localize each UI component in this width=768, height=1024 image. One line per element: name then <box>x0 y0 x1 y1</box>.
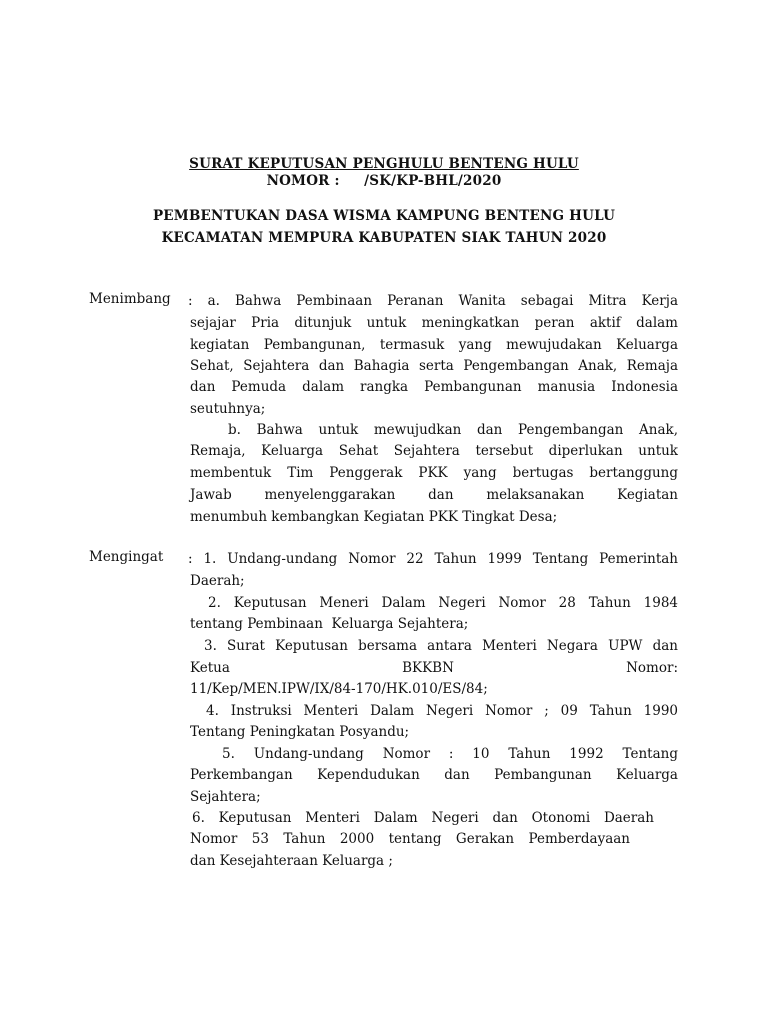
menimbang-line: kegiatan Pembangunan, termasuk yang mewujudakan Keluarga <box>190 337 678 353</box>
menimbang-line: Jawab menyelenggarakan dan melaksanakan Kegiatan <box>190 487 678 503</box>
mengingat-line: Daerah; <box>190 573 245 589</box>
menimbang-line: menumbuh kembangkan Kegiatan PKK Tingkat Desa; <box>190 509 558 525</box>
menimbang-line: : a. Bahwa Pembinaan Peranan Wanita sebagai Mitra Kerja <box>188 293 678 309</box>
subject-line-1: PEMBENTUKAN DASA WISMA KAMPUNG BENTENG HULU <box>152 208 616 224</box>
mengingat-line: Sejahtera; <box>190 789 261 805</box>
mengingat-line: : 1. Undang-undang Nomor 22 Tahun 1999 Tentang Pemerintah <box>188 551 678 567</box>
mengingat-line: Tentang Peningkatan Posyandu; <box>190 724 410 740</box>
mengingat-line: Perkembangan Kependudukan dan Pembangunan Keluarga <box>190 767 678 783</box>
mengingat-line: tentang Pembinaan Keluarga Sejahtera; <box>190 616 469 632</box>
document-title: SURAT KEPUTUSAN PENGHULU BENTENG HULU <box>189 156 579 172</box>
mengingat-line: Ketua BKKBN Nomor: <box>190 660 678 676</box>
mengingat-label: Mengingat <box>89 549 164 565</box>
mengingat-line: dan Kesejahteraan Keluarga ; <box>190 853 393 869</box>
menimbang-line: membentuk Tim Penggerak PKK yang bertugas bertanggung <box>190 465 678 481</box>
menimbang-line: Sehat, Sejahtera dan Bahagia serta Pengembangan Anak, Remaja <box>190 358 678 374</box>
mengingat-line: 3. Surat Keputusan bersama antara Menteri Negara UPW dan <box>204 638 678 654</box>
mengingat-line: 11/Kep/MEN.IPW/IX/84-170/HK.010/ES/84; <box>190 681 488 697</box>
menimbang-label: Menimbang <box>89 291 171 307</box>
menimbang-line: sejajar Pria ditunjuk untuk meningkatkan peran aktif dalam <box>190 315 678 331</box>
mengingat-line: Nomor 53 Tahun 2000 tentang Gerakan Pemberdayaan <box>190 831 630 847</box>
mengingat-line: 2. Keputusan Meneri Dalam Negeri Nomor 28 Tahun 1984 <box>208 595 678 611</box>
subject-line-2: KECAMATAN MEMPURA KABUPATEN SIAK TAHUN 2020 <box>161 230 607 246</box>
menimbang-line: b. Bahwa untuk mewujudkan dan Pengembangan Anak, <box>228 422 678 438</box>
mengingat-line: 6. Keputusan Menteri Dalam Negeri dan Otonomi Daerah <box>192 810 654 826</box>
mengingat-line: 5. Undang-undang Nomor : 10 Tahun 1992 Tentang <box>222 746 678 762</box>
mengingat-line: 4. Instruksi Menteri Dalam Negeri Nomor ; 09 Tahun 1990 <box>206 703 678 719</box>
menimbang-line: Remaja, Keluarga Sehat Sejahtera tersebut diperlukan untuk <box>190 443 678 459</box>
menimbang-line: dan Pemuda dalam rangka Pembangunan manusia Indonesia <box>190 379 678 395</box>
document-number: NOMOR : /SK/KP-BHL/2020 <box>266 173 502 189</box>
menimbang-line: seutuhnya; <box>190 401 266 417</box>
